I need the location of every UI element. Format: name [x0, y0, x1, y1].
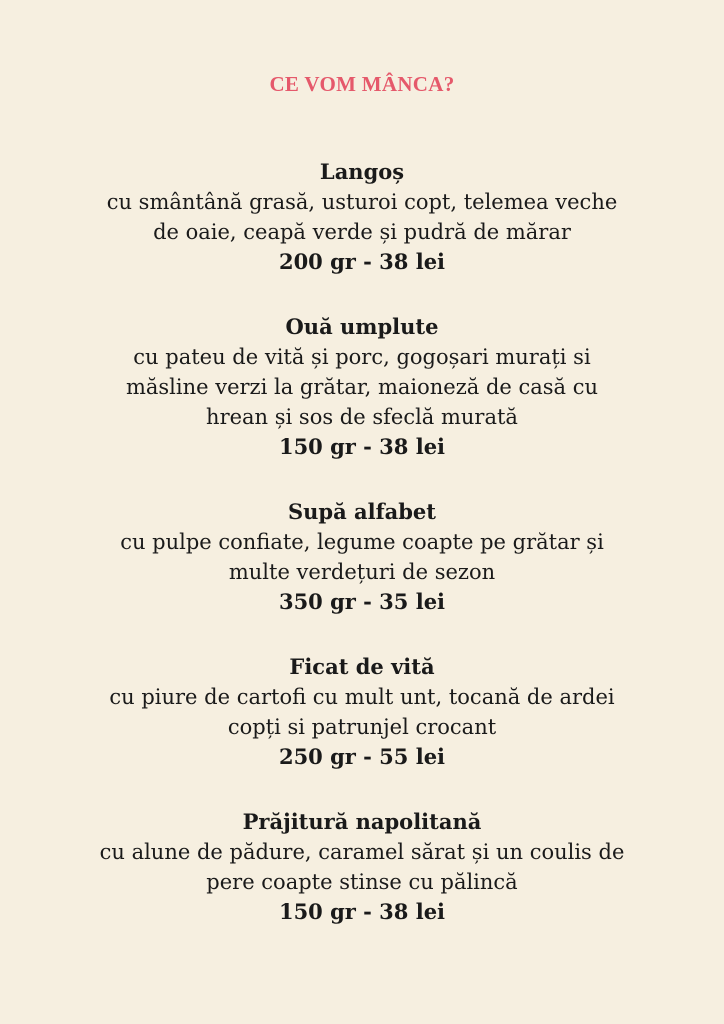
item-name: Ouă umplute [285, 314, 439, 339]
menu-item [0, 497, 724, 617]
menu-list [0, 157, 724, 962]
item-description-line: cu piure de cartofi cu mult unt, tocană de ardei [109, 685, 615, 709]
menu-item [0, 807, 724, 927]
item-description-line: pere coapte stinse cu pălincă [206, 870, 518, 894]
item-price: 150 gr - 38 lei [278, 899, 446, 924]
item-price: 150 gr - 38 lei [278, 434, 446, 459]
item-description [0, 187, 724, 247]
item-price: 250 gr - 55 lei [278, 744, 446, 769]
item-description-line: măsline verzi la grătar, maioneză de casă cu [125, 375, 599, 399]
item-name: Supă alfabet [287, 499, 436, 524]
item-description-line: cu pulpe confiate, legume coapte pe grătar și [120, 530, 604, 554]
item-description-line: cu pateu de vită și porc, gogoșari murați si [133, 345, 591, 369]
item-description-line: cu alune de pădure, caramel sărat și un coulis de [99, 840, 625, 864]
item-description-line: copți si patrunjel crocant [227, 715, 497, 739]
menu-item [0, 312, 724, 462]
item-name: Langoș [319, 159, 405, 184]
item-description [0, 342, 724, 432]
item-price: 200 gr - 38 lei [278, 249, 446, 274]
page-title: CE VOM MÂNCA? [269, 72, 455, 96]
menu-item [0, 157, 724, 277]
item-price: 350 gr - 35 lei [278, 589, 446, 614]
item-name: Ficat de vită [289, 654, 435, 679]
item-description-line: multe verdețuri de sezon [228, 560, 496, 584]
item-description [0, 682, 724, 742]
item-description-line: cu smântână grasă, usturoi copt, telemea veche [106, 190, 618, 214]
item-name: Prăjitură napolitană [242, 809, 482, 834]
item-description-line: de oaie, ceapă verde și pudră de mărar [153, 220, 571, 244]
menu-item [0, 652, 724, 772]
item-description [0, 527, 724, 587]
item-description [0, 837, 724, 897]
item-description-line: hrean și sos de sfeclă murată [206, 405, 518, 429]
